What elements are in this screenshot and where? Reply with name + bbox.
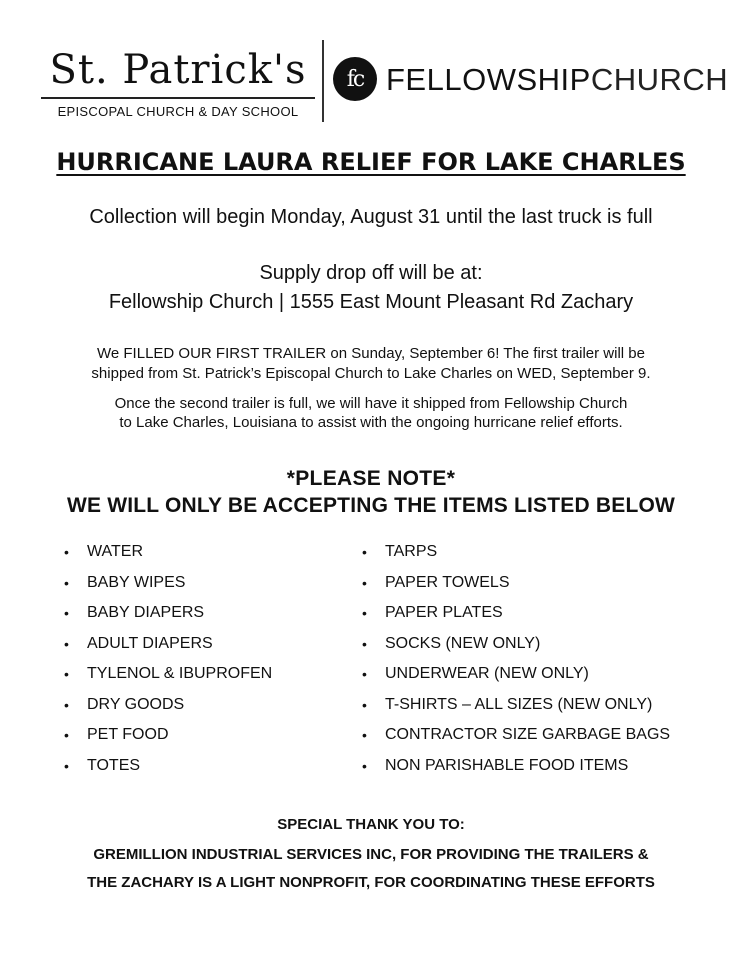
bullet-icon: • bbox=[64, 605, 69, 621]
bullet-icon: • bbox=[362, 696, 367, 713]
page-title: HURRICANE LAURA RELIEF FOR LAKE CHARLES bbox=[56, 148, 686, 176]
list-item-label: BABY WIPES bbox=[87, 573, 186, 591]
thanks-line-1: GREMILLION INDUSTRIAL SERVICES INC, FOR PROVIDING THE TRAILERS & bbox=[93, 846, 649, 863]
list-item bbox=[362, 603, 670, 634]
list-item-label: T-SHIRTS – ALL SIZES (NEW ONLY) bbox=[385, 695, 653, 713]
fellowship-logo-icon: fc bbox=[333, 57, 377, 101]
bullet-icon: • bbox=[64, 666, 69, 682]
header bbox=[0, 0, 742, 130]
list-item-label: PAPER PLATES bbox=[385, 604, 503, 621]
list-item bbox=[362, 695, 670, 726]
dropoff-line-2: Fellowship Church | 1555 East Mount Pleasant Rd Zachary bbox=[108, 291, 634, 313]
list-item bbox=[64, 634, 272, 665]
fellowship-name-part1: FELLOWSHIP bbox=[386, 62, 591, 97]
bullet-icon: • bbox=[64, 696, 69, 713]
list-item bbox=[64, 603, 272, 634]
bullet-icon: • bbox=[64, 574, 69, 591]
bullet-icon: • bbox=[362, 605, 367, 621]
stpatricks-logo-name: St. Patrick's bbox=[49, 47, 307, 93]
list-item bbox=[362, 573, 670, 604]
bullet-icon: • bbox=[64, 757, 69, 774]
paragraph2-line-2: to Lake Charles, Louisiana to assist with the ongoing hurricane relief efforts. bbox=[119, 414, 623, 431]
bullet-icon: • bbox=[362, 574, 367, 591]
bullet-icon: • bbox=[362, 757, 367, 774]
list-item-label: UNDERWEAR (NEW ONLY) bbox=[385, 665, 589, 682]
list-item-label: PET FOOD bbox=[87, 726, 169, 743]
list-item bbox=[362, 725, 670, 756]
bullet-icon: • bbox=[362, 727, 367, 743]
thanks-heading: SPECIAL THANK YOU TO: bbox=[277, 816, 465, 833]
stpatricks-logo-rule bbox=[41, 97, 315, 99]
paragraph1-line-1: We FILLED OUR FIRST TRAILER on Sunday, September 6! The first trailer will be bbox=[97, 345, 645, 362]
list-item-label: TOTES bbox=[87, 756, 141, 774]
bullet-icon: • bbox=[362, 666, 367, 682]
bullet-icon: • bbox=[64, 635, 69, 652]
stpatricks-logo-subtitle: EPISCOPAL CHURCH & DAY SCHOOL bbox=[57, 104, 299, 119]
dropoff-line-1: Supply drop off will be at: bbox=[259, 262, 483, 284]
bullet-icon: • bbox=[362, 635, 367, 652]
logo-divider bbox=[322, 40, 324, 122]
list-item bbox=[362, 634, 670, 665]
bullet-icon: • bbox=[64, 544, 69, 560]
list-item bbox=[64, 725, 272, 756]
paragraph1-line-2: shipped from St. Patrick’s Episcopal Church to Lake Charles on WED, September 9. bbox=[91, 365, 651, 382]
items-list-right bbox=[362, 542, 670, 786]
list-item bbox=[64, 573, 272, 604]
thanks-line-2: THE ZACHARY IS A LIGHT NONPROFIT, FOR COORDINATING THESE EFFORTS bbox=[87, 874, 655, 891]
list-item bbox=[64, 664, 272, 695]
list-item bbox=[64, 756, 272, 787]
list-item-label: ADULT DIAPERS bbox=[87, 634, 213, 652]
list-item-label: NON PARISHABLE FOOD ITEMS bbox=[385, 756, 629, 774]
collection-text: Collection will begin Monday, August 31 until the last truck is full bbox=[89, 206, 653, 228]
list-item bbox=[362, 756, 670, 787]
list-item bbox=[64, 542, 272, 573]
fellowship-name-part2: CHURCH bbox=[590, 62, 729, 97]
items-list-left bbox=[64, 542, 272, 786]
list-item-label: SOCKS (NEW ONLY) bbox=[385, 634, 541, 652]
list-item-label: TYLENOL & IBUPROFEN bbox=[87, 665, 273, 682]
list-item-label: PAPER TOWELS bbox=[385, 573, 510, 591]
list-item-label: BABY DIAPERS bbox=[87, 604, 205, 621]
paragraph2-line-1: Once the second trailer is full, we will have it shipped from Fellowship Church bbox=[114, 395, 628, 412]
list-item bbox=[362, 542, 670, 573]
list-item-label: WATER bbox=[87, 543, 143, 560]
note-subheading: WE WILL ONLY BE ACCEPTING THE ITEMS LISTED BELOW bbox=[66, 494, 676, 517]
list-item-label: CONTRACTOR SIZE GARBAGE BAGS bbox=[385, 726, 671, 743]
bullet-icon: • bbox=[64, 727, 69, 743]
list-item bbox=[362, 664, 670, 695]
fellowship-logo-name bbox=[386, 62, 728, 98]
note-heading: *PLEASE NOTE* bbox=[286, 467, 456, 490]
list-item-label: DRY GOODS bbox=[87, 695, 185, 713]
list-item-label: TARPS bbox=[385, 543, 438, 560]
bullet-icon: • bbox=[362, 544, 367, 560]
list-item bbox=[64, 695, 272, 726]
